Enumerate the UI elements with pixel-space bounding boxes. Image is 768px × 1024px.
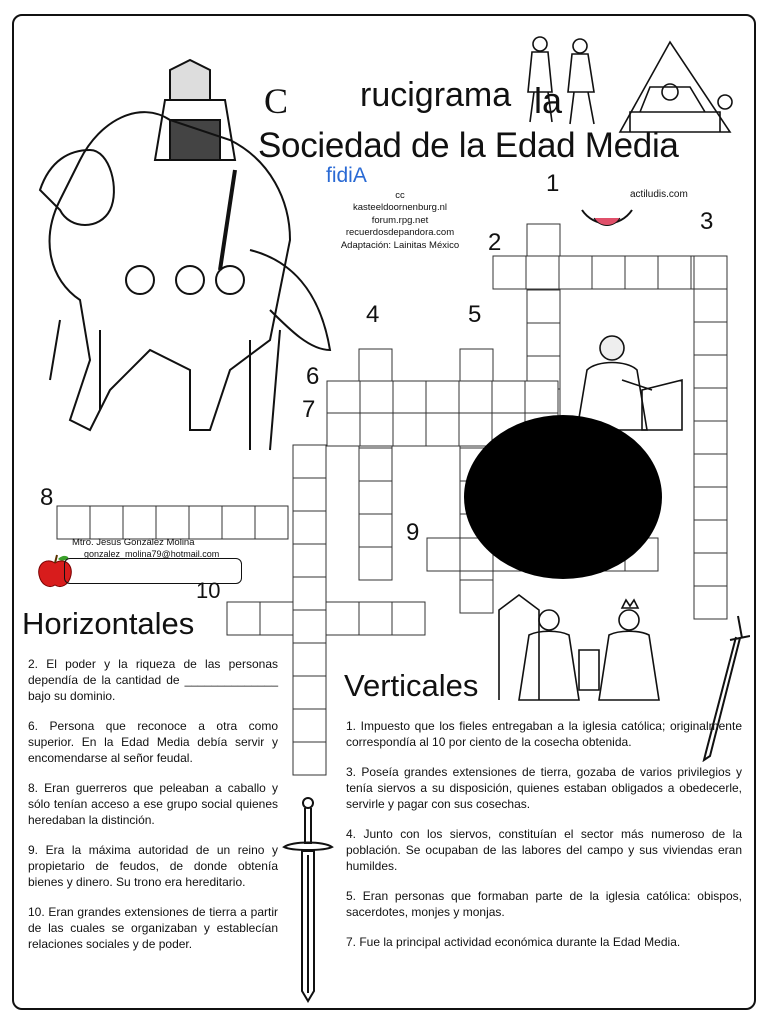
crossword-cell-4[interactable]: [359, 349, 392, 382]
crossword-cell-3[interactable]: [694, 355, 727, 388]
crossword-cell-10[interactable]: [392, 602, 425, 635]
clue-number-7: 7: [302, 396, 316, 423]
crossword-cell-8[interactable]: [90, 506, 123, 539]
title-suffix: la: [534, 80, 563, 121]
clue-across-10: 10. Eran grandes extensiones de tierra a partir de las cuales se organizaban y establecían relaciones sociales y de poder.: [28, 905, 278, 951]
crossword-cell-3[interactable]: [694, 454, 727, 487]
crossword-cell-7-down[interactable]: [293, 445, 326, 478]
title-initial: C: [264, 81, 289, 121]
crossword-cell-7[interactable]: [360, 413, 393, 446]
crossword-cell-2[interactable]: [559, 256, 592, 289]
title-main: rucigrama: [360, 76, 512, 114]
crossword-cell-7-down[interactable]: [293, 643, 326, 676]
crossword-cell-4[interactable]: [359, 481, 392, 514]
crossword-cell-1[interactable]: [527, 290, 560, 323]
crossword-cell-8[interactable]: [189, 506, 222, 539]
crossword-cell-3[interactable]: [694, 553, 727, 586]
clue-number-2: 2: [488, 229, 502, 256]
crossword-cell-3[interactable]: [694, 421, 727, 454]
horizontales-heading: Horizontales: [22, 606, 195, 641]
crossword-cell-6[interactable]: [360, 381, 393, 414]
crossword-cell-5[interactable]: [460, 349, 493, 382]
crossword-cell-7-down[interactable]: [293, 544, 326, 577]
clue-number-6: 6: [306, 363, 320, 390]
credit-line: forum.rpg.net: [371, 214, 429, 226]
credit-line: recuerdosdepandora.com: [345, 227, 455, 239]
clue-number-4: 4: [366, 301, 380, 328]
crossword-cell-10[interactable]: [260, 602, 293, 635]
crossword-cell-4[interactable]: [359, 514, 392, 547]
crossword-cell-10[interactable]: [326, 602, 359, 635]
crossword-cell-6[interactable]: [393, 381, 426, 414]
crossword-cell-3[interactable]: [694, 322, 727, 355]
credit-line: Adaptación: Lainitas México: [340, 239, 460, 251]
crossword-cell-7-down[interactable]: [293, 577, 326, 610]
crossword-cell-2[interactable]: [526, 256, 559, 289]
crossword-cell-5[interactable]: [460, 580, 493, 613]
clue-across-2: 2. El poder y la riqueza de las personas dependía de la cantidad de ______________ bajo su dominio.: [28, 657, 278, 703]
clue-down-7: 7. Fue la principal actividad económica durante la Edad Media.: [346, 935, 681, 949]
crossword-cell-6[interactable]: [492, 381, 525, 414]
crossword-cell-2[interactable]: [625, 256, 658, 289]
author-email: gonzalez_molina79@hotmail.com: [84, 549, 220, 559]
page-subtitle: Sociedad de la Edad Media: [258, 126, 679, 165]
clue-down-5: 5. Eran personas que formaban parte de la iglesia católica: obispos, sacerdotes, monjes y monjas.: [346, 889, 742, 919]
crossword-cell-8[interactable]: [255, 506, 288, 539]
clue-across-8: 8. Eran guerreros que peleaban a caballo y sólo tenían acceso a ese grupo social quienes heredaban la distinción.: [28, 781, 278, 827]
crossword-cell-4[interactable]: [359, 547, 392, 580]
clue-down-3: 3. Poseía grandes extensiones de tierra, gozaba de varios privilegios y tenía siervos a su disposición, quienes estaban obligados a obedecerle, servirle y pagar con sus cosechas.: [346, 765, 742, 811]
crossword-cell-7-down[interactable]: [293, 742, 326, 775]
crossword-cell-8[interactable]: [57, 506, 90, 539]
crossword-cell-7-down[interactable]: [293, 676, 326, 709]
crossword-cell-1[interactable]: [527, 323, 560, 356]
crossword-cell-7[interactable]: [327, 413, 360, 446]
crossword-cell-10[interactable]: [227, 602, 260, 635]
crossword-cell-7[interactable]: [459, 413, 492, 446]
crossword-cell-6[interactable]: [327, 381, 360, 414]
horizontal-clues: [28, 656, 278, 966]
crossword-cell-3[interactable]: [694, 487, 727, 520]
crossword-cell-8[interactable]: [222, 506, 255, 539]
crossword-cell-7-down[interactable]: [293, 610, 326, 643]
crossword-cell-7-down[interactable]: [293, 709, 326, 742]
clue-number-10: 10: [196, 578, 221, 603]
crossword-cell-7[interactable]: [426, 413, 459, 446]
crossword-cell-3[interactable]: [694, 289, 727, 322]
crossword-cell-7-down[interactable]: [293, 478, 326, 511]
crossword-cell-2[interactable]: [493, 256, 526, 289]
author-name: Mtro. Jesus González Molina: [72, 537, 195, 548]
crossword-cell-3[interactable]: [694, 388, 727, 421]
crossword-cell-4[interactable]: [359, 448, 392, 481]
clue-across-9: 9. Era la máxima autoridad de un reino y propietario de feudos, de donde obtenía bienes y dinero. Su trono era hereditario.: [28, 843, 278, 889]
crossword-cell-6[interactable]: [426, 381, 459, 414]
clue-number-8: 8: [40, 484, 54, 511]
clue-down-4: 4. Junto con los siervos, constituían el sector más numeroso de la población. Se ocupaban de las labores del campo y sus viviendas eran humildes.: [346, 827, 742, 873]
site-label: actiludis.com: [630, 189, 688, 200]
clue-number-1: 1: [546, 170, 560, 197]
crossword-cell-3[interactable]: [694, 520, 727, 553]
vertical-clues: [346, 718, 742, 964]
crossword-cell-10[interactable]: [359, 602, 392, 635]
clue-down-1: 1. Impuesto que los fieles entregaban a la iglesia católica; originalmente correspondía al 10 por ciento de la cosecha obtenida.: [346, 719, 742, 749]
crossword-cell-2[interactable]: [658, 256, 691, 289]
crossword-cell-6[interactable]: [459, 381, 492, 414]
brand-label: fidiA: [326, 164, 367, 187]
crossword-cell-7[interactable]: [393, 413, 426, 446]
crossword-cell-7-down[interactable]: [293, 511, 326, 544]
credit-line: cc: [395, 190, 405, 201]
credit-line: kasteeldoornenburg.nl: [352, 202, 447, 214]
crossword-cell-3[interactable]: [694, 256, 727, 289]
crossword-cell-9[interactable]: [427, 538, 460, 571]
crossword-cell-8[interactable]: [156, 506, 189, 539]
crossword-cell-2[interactable]: [592, 256, 625, 289]
verticales-heading: Verticales: [344, 668, 479, 703]
clue-number-5: 5: [468, 301, 482, 328]
crossword-cell-8[interactable]: [123, 506, 156, 539]
author-box: [64, 558, 242, 584]
clue-number-9: 9: [406, 519, 420, 546]
crossword-cell-3[interactable]: [694, 586, 727, 619]
redaction-blob: [464, 415, 662, 579]
clue-across-6: 6. Persona que reconoce a otra como superior. En la Edad Media debía servir y encomendarse al señor feudal.: [28, 719, 278, 765]
crossword-cell-1[interactable]: [527, 224, 560, 257]
crossword-cell-6[interactable]: [525, 381, 558, 414]
clue-number-3: 3: [700, 208, 714, 235]
